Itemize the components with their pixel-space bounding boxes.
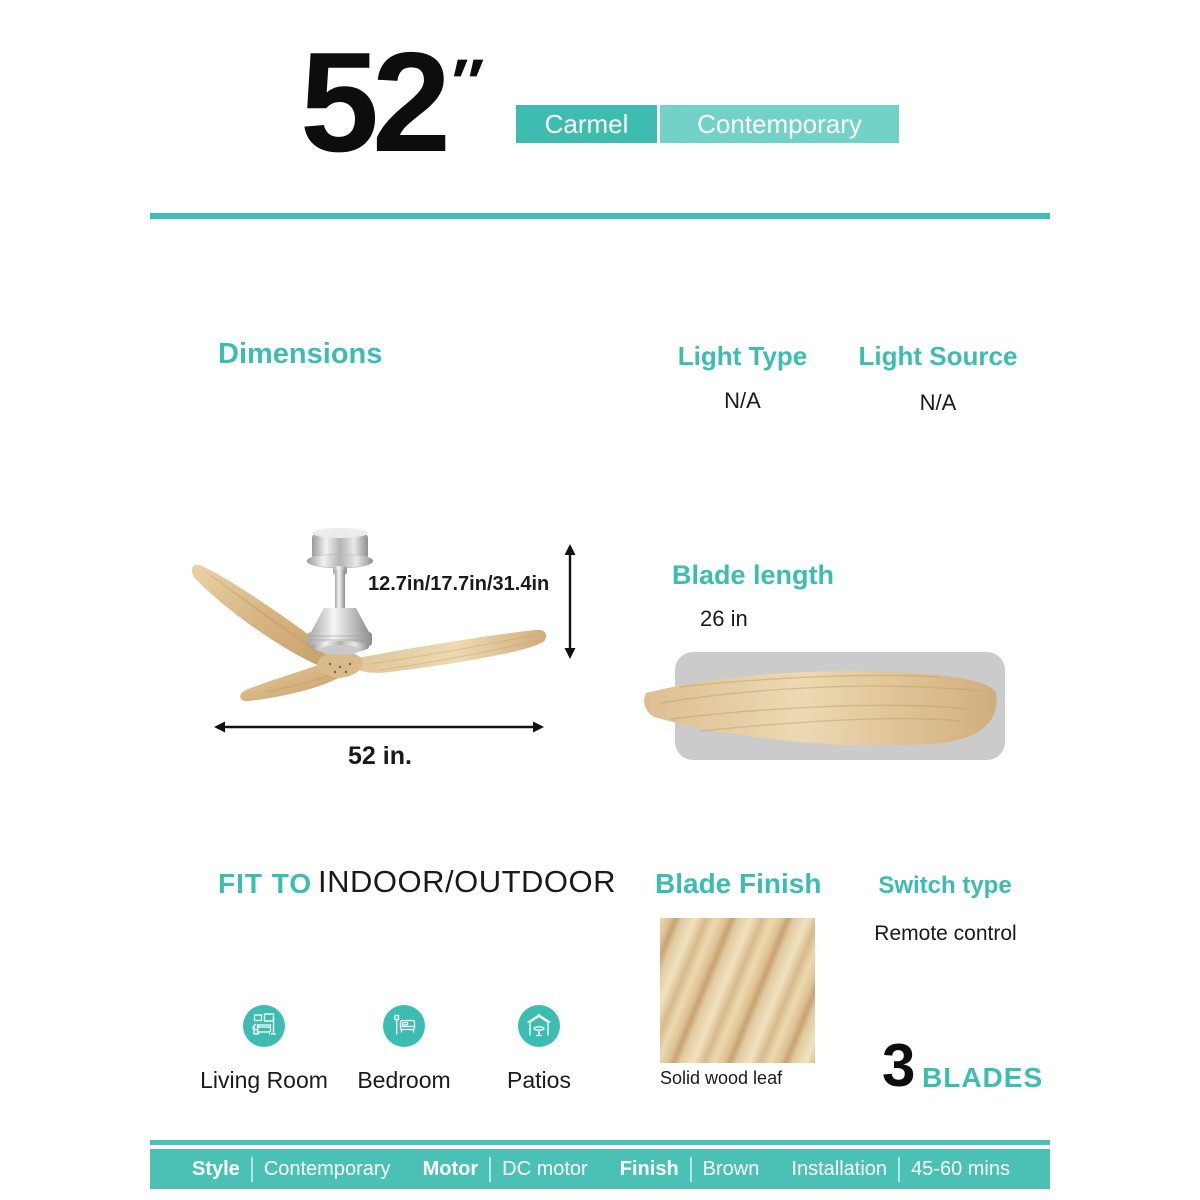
bedroom-icon: [382, 1004, 426, 1048]
spec-value: DC motor: [502, 1157, 588, 1180]
switch-type-title: Switch type: [878, 872, 1012, 899]
fit-to-value: INDOOR/OUTDOOR: [318, 864, 617, 899]
spec-divider: [898, 1157, 900, 1182]
footer-accent-line: [150, 1140, 1050, 1145]
room-bedroom: [337, 1004, 471, 1094]
blade-length-title: Blade length: [672, 560, 835, 590]
badge-name: Carmel: [516, 105, 657, 143]
spec-label: Style: [192, 1157, 240, 1180]
blade-count-label: BLADES: [922, 1062, 1044, 1093]
living-room-icon: [242, 1004, 286, 1048]
blade-length-value: 26 in: [700, 606, 748, 631]
light-source-value: N/A: [919, 390, 957, 415]
wood-finish-caption: Solid wood leaf: [660, 1068, 783, 1088]
room-label: Bedroom: [357, 1067, 451, 1093]
height-dimension-arrow: [565, 544, 576, 659]
fan-downrod: [307, 528, 373, 655]
inch-mark: ″: [443, 45, 483, 119]
header-divider: [150, 213, 1050, 219]
spec-divider: [690, 1157, 692, 1182]
spec-motor: [423, 1157, 588, 1182]
light-type-title: Light Type: [677, 341, 808, 371]
room-label: Patios: [507, 1067, 571, 1093]
spec-label: Installation: [791, 1157, 888, 1180]
room-patios: [472, 1004, 606, 1094]
spec-value: Contemporary: [263, 1157, 391, 1180]
room-living: [197, 1004, 331, 1094]
fit-to-title: FIT TO: [218, 868, 313, 899]
spec-divider: [489, 1157, 491, 1182]
light-source-title: Light Source: [858, 341, 1018, 371]
product-badge: [516, 105, 899, 143]
switch-type-value: Remote control: [874, 922, 1017, 945]
height-dimension-label: 12.7in/17.7in/31.4in: [368, 573, 550, 595]
spec-label: Motor: [422, 1157, 479, 1180]
width-dimension-label: 52 in.: [348, 742, 412, 770]
fan-size-heading: 52: [300, 23, 444, 182]
badge-style: Contemporary: [660, 105, 899, 143]
spec-style: [192, 1157, 391, 1182]
room-label: Living Room: [200, 1067, 328, 1093]
spec-value: 45-60 mins: [911, 1157, 1010, 1180]
wood-finish-image: [660, 918, 815, 1063]
dimensions-title: Dimensions: [218, 338, 383, 370]
spec-divider: [251, 1157, 253, 1182]
blade-count: 3: [882, 1032, 916, 1099]
spec-value: Brown: [702, 1157, 760, 1180]
width-dimension-arrow: [214, 722, 544, 733]
patios-icon: [517, 1004, 561, 1048]
spec-installation: [791, 1157, 1010, 1182]
blade-finish-title: Blade Finish: [655, 868, 822, 899]
spec-label: Finish: [619, 1157, 679, 1180]
spec-finish: [620, 1157, 760, 1182]
light-type-value: N/A: [724, 388, 761, 413]
fan-blade-image: [640, 657, 1012, 757]
footer-spec-bar: [150, 1149, 1050, 1189]
